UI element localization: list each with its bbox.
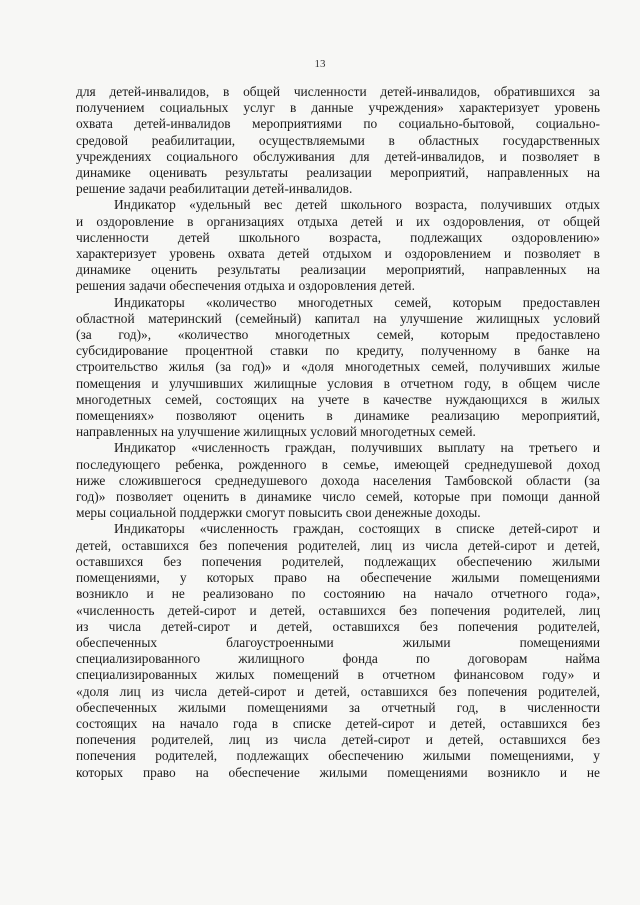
text-line: обеспеченных жилыми помещениями за отчетный год, в численности <box>76 699 600 715</box>
text-line: обеспеченных благоустроенными жилыми помещениями <box>76 634 600 650</box>
text-line: динамике оценивать результаты реализации мероприятий, направленных на <box>76 165 600 181</box>
page-number: 13 <box>314 58 326 70</box>
text-line: охвата детей-инвалидов мероприятиями по социально-бытовой, социально- <box>76 116 600 132</box>
text-line: средовой реабилитации, осуществляемыми в областных государственных <box>76 132 600 148</box>
text-line: помещения и улучшивших жилищные условия в отчетном году, в общем числе <box>76 375 600 391</box>
text-line: характеризует уровень охвата детей отдыхом и оздоровлением и позволяет в <box>76 246 600 262</box>
text-line: субсидирование процентной ставки по кредиту, полученному в банке на <box>76 343 600 359</box>
text-line: состоящих на начало года в списке детей-сирот и детей, оставшихся без <box>76 715 600 731</box>
paragraph <box>76 197 600 294</box>
text-line: попечения родителей, лиц из числа детей-сирот и детей, оставшихся без <box>76 732 600 748</box>
text-line: возникло и не реализовано по состоянию на начало отчетного года», <box>76 586 600 602</box>
text-line: оставшихся без попечения родителей, подлежащих обеспечению жилыми <box>76 553 600 569</box>
text-line: многодетных семей, состоящих на учете в качестве нуждающихся в жилых <box>76 391 600 407</box>
text-line: Индикатор «численность граждан, получивших выплату на третьего и <box>114 440 600 456</box>
text-line: динамике оценить результаты реализации мероприятий, направленных на <box>76 262 600 278</box>
body-text <box>76 84 600 781</box>
text-line: специализированных жилых помещений в отчетном финансовом году» и <box>76 667 600 683</box>
text-line: Индикаторы «количество многодетных семей, которым предоставлен <box>114 294 600 310</box>
text-line: год)» позволяет оценить в динамике число семей, которые при помощи данной <box>76 489 600 505</box>
text-line: решения задачи обеспечения отдыха и оздоровления детей. <box>76 278 415 294</box>
paragraph <box>76 295 600 441</box>
text-line: Индикатор «удельный вес детей школьного возраста, получивших отдых <box>114 197 600 213</box>
paragraph <box>76 440 600 521</box>
text-line: для детей-инвалидов, в общей численности детей-инвалидов, обратившихся за <box>76 84 600 99</box>
text-line: из числа детей-сирот и детей, оставшихся без попечения родителей, <box>76 618 600 634</box>
text-line: строительство жилья (за год)» и «доля многодетных семей, получивших жилые <box>76 359 600 375</box>
text-line: которых право на обеспечение жилыми помещениями возникло и не <box>76 764 600 780</box>
text-line: ниже сложившегося среднедушевого дохода населения Тамбовской области (за <box>76 472 600 488</box>
text-line: попечения родителей, подлежащих обеспечению жилыми помещениями, у <box>76 748 600 764</box>
text-line: (за год)», «количество многодетных семей, которым предоставлено <box>76 327 600 343</box>
text-line: меры социальной поддержки смогут повысить свои денежные доходы. <box>76 505 481 521</box>
paragraph <box>76 521 600 780</box>
text-line: детей, оставшихся без попечения родителей, лиц из числа детей-сирот и детей, <box>76 537 600 553</box>
text-line: Индикаторы «численность граждан, состоящих в списке детей-сирот и <box>114 521 600 537</box>
text-line: последующего ребенка, рожденного в семье, имеющей среднедушевой доход <box>76 456 600 472</box>
text-line: помещениями, у которых право на обеспечение жилыми помещениями <box>76 570 600 586</box>
text-line: и оздоровление в организациях отдыха детей и их оздоровления, от общей <box>76 213 600 229</box>
text-line: специализированного жилищного фонда по договорам найма <box>76 651 600 667</box>
text-line: направленных на улучшение жилищных условий многодетных семей. <box>76 424 476 440</box>
text-line: «доля лиц из числа детей-сирот и детей, оставшихся без попечения родителей, <box>76 683 600 699</box>
text-line: численности детей школьного возраста, подлежащих оздоровлению» <box>76 229 600 245</box>
text-line: помещениях» позволяют оценить в динамике реализацию мероприятий, <box>76 408 600 424</box>
text-line: получением социальных услуг в данные учреждения» характеризует уровень <box>76 100 600 116</box>
text-line: учреждениях социального обслуживания для детей-инвалидов, и позволяет в <box>76 148 600 164</box>
text-line: областной материнский (семейный) капитал на улучшение жилищных условий <box>76 310 600 326</box>
text-line: решение задачи реабилитации детей-инвалидов. <box>76 181 353 197</box>
paragraph <box>76 84 600 197</box>
text-line: «численность детей-сирот и детей, оставшихся без попечения родителей, лиц <box>76 602 600 618</box>
